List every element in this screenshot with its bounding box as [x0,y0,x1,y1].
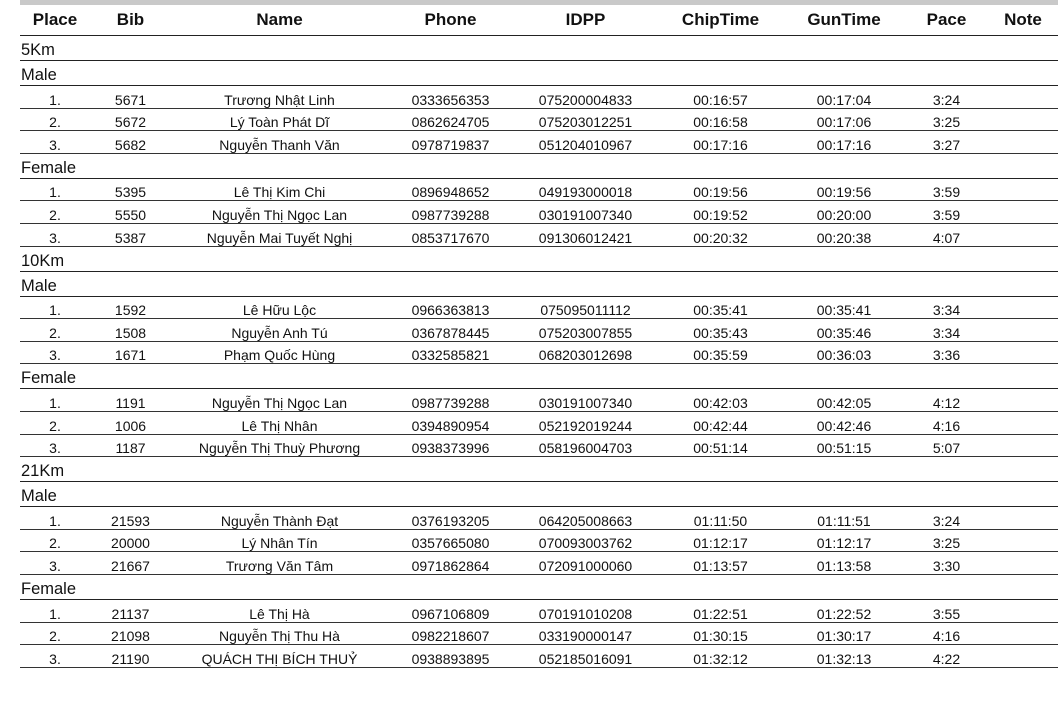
cell-bib: 1671 [90,341,171,364]
cell-pace: 3:34 [905,296,988,319]
table-row [20,645,1058,668]
cell-note [988,389,1058,412]
distance-section-row [20,36,1058,61]
cell-idpp: 049193000018 [513,178,658,201]
table-row [20,296,1058,319]
cell-phone: 0357665080 [388,529,513,552]
cell-phone: 0971862864 [388,552,513,575]
table-row [20,599,1058,622]
cell-idpp: 033190000147 [513,622,658,645]
cell-phone: 0938373996 [388,434,513,457]
table-header [20,5,1058,36]
cell-pace: 5:07 [905,434,988,457]
table-row [20,622,1058,645]
cell-chiptime: 00:35:59 [658,341,783,364]
cell-pace: 3:59 [905,178,988,201]
cell-place: 2. [20,108,90,131]
distance-label: 10Km [20,246,1058,271]
cell-chiptime: 00:42:03 [658,389,783,412]
cell-chiptime: 01:32:12 [658,645,783,668]
cell-name: Lê Hữu Lộc [171,296,388,319]
header-place: Place [20,5,90,36]
cell-phone: 0862624705 [388,108,513,131]
cell-guntime: 00:17:04 [783,86,905,109]
cell-note [988,108,1058,131]
cell-idpp: 068203012698 [513,341,658,364]
cell-guntime: 00:42:46 [783,411,905,434]
cell-chiptime: 01:12:17 [658,529,783,552]
gender-label: Female [20,574,1058,599]
cell-idpp: 075203007855 [513,319,658,342]
gender-group-row [20,574,1058,599]
cell-guntime: 00:42:05 [783,389,905,412]
cell-name: Lê Thị Nhân [171,411,388,434]
cell-place: 1. [20,599,90,622]
cell-chiptime: 00:16:57 [658,86,783,109]
cell-bib: 5682 [90,131,171,154]
cell-bib: 21137 [90,599,171,622]
cell-place: 2. [20,319,90,342]
gender-group-row [20,364,1058,389]
cell-idpp: 075203012251 [513,108,658,131]
cell-bib: 21190 [90,645,171,668]
table-row [20,529,1058,552]
cell-pace: 3:30 [905,552,988,575]
cell-phone: 0978719837 [388,131,513,154]
table-row [20,108,1058,131]
header-name: Name [171,5,388,36]
cell-note [988,411,1058,434]
gender-group-row [20,61,1058,86]
cell-phone: 0938893895 [388,645,513,668]
cell-bib: 5550 [90,201,171,224]
cell-phone: 0394890954 [388,411,513,434]
header-bib: Bib [90,5,171,36]
cell-note [988,131,1058,154]
cell-chiptime: 00:42:44 [658,411,783,434]
cell-guntime: 00:20:00 [783,201,905,224]
cell-bib: 1592 [90,296,171,319]
table-row [20,223,1058,246]
cell-pace: 4:16 [905,622,988,645]
results-page [20,0,1058,668]
gender-label: Female [20,364,1058,389]
cell-chiptime: 01:30:15 [658,622,783,645]
cell-note [988,178,1058,201]
table-row [20,341,1058,364]
cell-pace: 3:27 [905,131,988,154]
distance-section-row [20,246,1058,271]
cell-bib: 1187 [90,434,171,457]
cell-idpp: 070191010208 [513,599,658,622]
gender-group-row [20,482,1058,507]
cell-place: 1. [20,86,90,109]
cell-name: Nguyễn Thanh Văn [171,131,388,154]
cell-phone: 0966363813 [388,296,513,319]
cell-phone: 0896948652 [388,178,513,201]
cell-pace: 3:25 [905,529,988,552]
cell-chiptime: 00:17:16 [658,131,783,154]
gender-label: Female [20,153,1058,178]
cell-note [988,86,1058,109]
cell-bib: 21667 [90,552,171,575]
cell-chiptime: 00:35:43 [658,319,783,342]
cell-guntime: 00:36:03 [783,341,905,364]
cell-guntime: 01:22:52 [783,599,905,622]
gender-label: Male [20,271,1058,296]
cell-pace: 3:36 [905,341,988,364]
table-row [20,131,1058,154]
cell-phone: 0967106809 [388,599,513,622]
cell-note [988,201,1058,224]
cell-note [988,434,1058,457]
cell-guntime: 01:30:17 [783,622,905,645]
cell-guntime: 00:35:41 [783,296,905,319]
header-guntime: GunTime [783,5,905,36]
cell-chiptime: 00:20:32 [658,223,783,246]
cell-chiptime: 00:19:52 [658,201,783,224]
gender-label: Male [20,482,1058,507]
cell-pace: 4:22 [905,645,988,668]
cell-pace: 4:12 [905,389,988,412]
table-row [20,507,1058,530]
cell-chiptime: 00:51:14 [658,434,783,457]
table-row [20,178,1058,201]
cell-place: 3. [20,645,90,668]
cell-idpp: 052185016091 [513,645,658,668]
cell-guntime: 00:51:15 [783,434,905,457]
cell-bib: 5671 [90,86,171,109]
cell-name: QUÁCH THỊ BÍCH THUỶ [171,645,388,668]
gender-group-row [20,271,1058,296]
cell-note [988,622,1058,645]
cell-bib: 1508 [90,319,171,342]
cell-chiptime: 00:19:56 [658,178,783,201]
table-row [20,411,1058,434]
cell-pace: 3:25 [905,108,988,131]
cell-idpp: 051204010967 [513,131,658,154]
cell-pace: 3:24 [905,86,988,109]
cell-idpp: 052192019244 [513,411,658,434]
cell-name: Trương Nhật Linh [171,86,388,109]
cell-guntime: 00:17:16 [783,131,905,154]
cell-chiptime: 00:35:41 [658,296,783,319]
cell-pace: 3:24 [905,507,988,530]
cell-note [988,599,1058,622]
cell-place: 1. [20,296,90,319]
cell-name: Lê Thị Kim Chi [171,178,388,201]
cell-chiptime: 01:11:50 [658,507,783,530]
cell-pace: 3:59 [905,201,988,224]
cell-phone: 0987739288 [388,201,513,224]
gender-label: Male [20,61,1058,86]
table-row [20,552,1058,575]
cell-place: 1. [20,389,90,412]
cell-guntime: 00:20:38 [783,223,905,246]
header-phone: Phone [388,5,513,36]
cell-bib: 21098 [90,622,171,645]
cell-name: Nguyễn Thành Đạt [171,507,388,530]
cell-place: 2. [20,411,90,434]
cell-name: Nguyễn Mai Tuyết Nghị [171,223,388,246]
cell-place: 3. [20,552,90,575]
cell-idpp: 091306012421 [513,223,658,246]
header-idpp: IDPP [513,5,658,36]
cell-guntime: 00:35:46 [783,319,905,342]
cell-bib: 5395 [90,178,171,201]
cell-pace: 3:34 [905,319,988,342]
cell-pace: 4:16 [905,411,988,434]
cell-guntime: 00:19:56 [783,178,905,201]
cell-bib: 20000 [90,529,171,552]
results-table [20,5,1058,668]
distance-section-row [20,457,1058,482]
table-row [20,319,1058,342]
cell-phone: 0332585821 [388,341,513,364]
distance-label: 21Km [20,457,1058,482]
cell-note [988,223,1058,246]
cell-place: 3. [20,341,90,364]
cell-idpp: 030191007340 [513,389,658,412]
cell-bib: 5672 [90,108,171,131]
cell-phone: 0367878445 [388,319,513,342]
cell-chiptime: 01:22:51 [658,599,783,622]
cell-name: Nguyễn Thị Ngọc Lan [171,389,388,412]
cell-guntime: 01:32:13 [783,645,905,668]
cell-pace: 3:55 [905,599,988,622]
cell-name: Nguyễn Thị Ngọc Lan [171,201,388,224]
cell-name: Lý Toàn Phát Dĩ [171,108,388,131]
cell-phone: 0333656353 [388,86,513,109]
gender-group-row [20,153,1058,178]
cell-note [988,507,1058,530]
cell-bib: 1006 [90,411,171,434]
cell-note [988,341,1058,364]
cell-place: 3. [20,223,90,246]
cell-chiptime: 01:13:57 [658,552,783,575]
cell-place: 3. [20,131,90,154]
distance-label: 5Km [20,36,1058,61]
cell-idpp: 030191007340 [513,201,658,224]
cell-note [988,319,1058,342]
cell-name: Trương Văn Tâm [171,552,388,575]
table-body [20,36,1058,668]
header-pace: Pace [905,5,988,36]
cell-note [988,529,1058,552]
cell-place: 2. [20,201,90,224]
cell-guntime: 01:12:17 [783,529,905,552]
cell-name: Phạm Quốc Hùng [171,341,388,364]
cell-phone: 0853717670 [388,223,513,246]
cell-place: 3. [20,434,90,457]
cell-place: 1. [20,178,90,201]
cell-phone: 0987739288 [388,389,513,412]
cell-phone: 0376193205 [388,507,513,530]
header-note: Note [988,5,1058,36]
cell-place: 2. [20,529,90,552]
cell-guntime: 00:17:06 [783,108,905,131]
cell-name: Lý Nhân Tín [171,529,388,552]
cell-idpp: 058196004703 [513,434,658,457]
cell-place: 2. [20,622,90,645]
cell-name: Nguyễn Anh Tú [171,319,388,342]
cell-note [988,645,1058,668]
cell-idpp: 064205008663 [513,507,658,530]
cell-bib: 1191 [90,389,171,412]
cell-bib: 21593 [90,507,171,530]
header-chiptime: ChipTime [658,5,783,36]
cell-name: Nguyễn Thị Thu Hà [171,622,388,645]
cell-idpp: 075200004833 [513,86,658,109]
table-row [20,201,1058,224]
cell-name: Lê Thị Hà [171,599,388,622]
cell-phone: 0982218607 [388,622,513,645]
cell-idpp: 070093003762 [513,529,658,552]
cell-idpp: 075095011112 [513,296,658,319]
cell-place: 1. [20,507,90,530]
cell-chiptime: 00:16:58 [658,108,783,131]
table-row [20,86,1058,109]
cell-idpp: 072091000060 [513,552,658,575]
cell-note [988,296,1058,319]
cell-guntime: 01:11:51 [783,507,905,530]
cell-bib: 5387 [90,223,171,246]
cell-guntime: 01:13:58 [783,552,905,575]
cell-note [988,552,1058,575]
cell-name: Nguyễn Thị Thuỳ Phương [171,434,388,457]
table-row [20,434,1058,457]
cell-pace: 4:07 [905,223,988,246]
table-row [20,389,1058,412]
